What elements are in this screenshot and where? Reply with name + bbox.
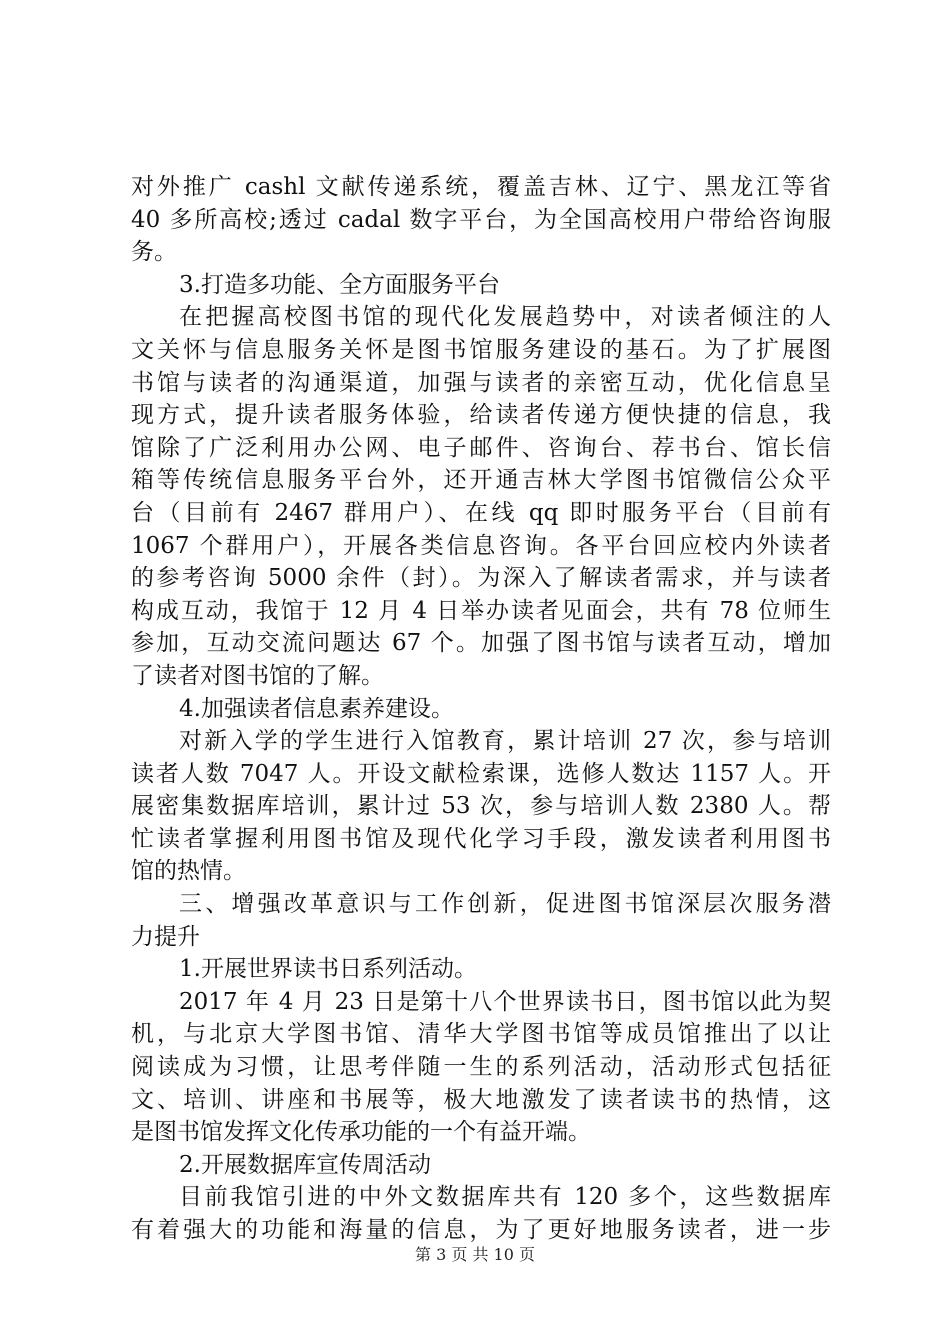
text-line: 40 多所高校;透过 cadal 数字平台，为全国高校用户带给咨询服 bbox=[131, 206, 831, 233]
text-line: 阅读成为习惯，让思考伴随一生的系列活动，活动形式包括征 bbox=[131, 1054, 831, 1081]
text-line: 馆除了广泛利用办公网、电子邮件、咨询台、荐书台、馆长信 bbox=[131, 434, 831, 461]
text-line: 有着强大的功能和海量的信息，为了更好地服务读者，进一步 bbox=[131, 1217, 831, 1243]
text-line: 1.开展世界读书日系列活动。 bbox=[179, 956, 477, 983]
text-line: 是图书馆发挥文化传承功能的一个有益开端。 bbox=[131, 1119, 591, 1146]
text-line: 文、培训、讲座和书展等，极大地激发了读者读书的热情，这 bbox=[131, 1086, 831, 1113]
text-line: 1067 个群用户），开展各类信息咨询。各平台回应校内外读者 bbox=[131, 532, 831, 559]
text-line: 目前我馆引进的中外文数据库共有 120 多个，这些数据库 bbox=[179, 1184, 831, 1211]
document-body bbox=[131, 171, 831, 1247]
text-line: 忙读者掌握利用图书馆及现代化学习手段，激发读者利用图书 bbox=[131, 825, 831, 852]
page-footer: 第 3 页 共 10 页 bbox=[415, 1245, 535, 1264]
text-line: 参加，互动交流问题达 67 个。加强了图书馆与读者互动，增加 bbox=[131, 630, 831, 657]
text-line: 了读者对图书馆的了解。 bbox=[131, 662, 384, 689]
text-line: 箱等传统信息服务平台外，还开通吉林大学图书馆微信公众平 bbox=[131, 467, 831, 494]
text-line: 现方式，提升读者服务体验，给读者传递方便快捷的信息，我 bbox=[131, 402, 831, 429]
text-line: 构成互动，我馆于 12 月 4 日举办读者见面会，共有 78 位师生 bbox=[131, 597, 831, 624]
text-line: 馆的热情。 bbox=[131, 858, 246, 885]
text-line: 力提升 bbox=[131, 923, 200, 950]
text-line: 读者人数 7047 人。开设文献检索课，选修人数达 1157 人。开 bbox=[131, 760, 831, 787]
text-line: 在把握高校图书馆的现代化发展趋势中，对读者倾注的人 bbox=[179, 304, 831, 331]
text-line: 对外推广 cashl 文献传递系统，覆盖吉林、辽宁、黑龙江等省 bbox=[131, 174, 831, 200]
text-line: 机，与北京大学图书馆、清华大学图书馆等成员馆推出了以让 bbox=[131, 1021, 831, 1048]
text-line: 展密集数据库培训，累计过 53 次，参与培训人数 2380 人。帮 bbox=[131, 793, 831, 820]
text-line: 书馆与读者的沟通渠道，加强与读者的亲密互动，优化信息呈 bbox=[131, 369, 831, 396]
text-line: 2017 年 4 月 23 日是第十八个世界读书日，图书馆以此为契 bbox=[179, 988, 831, 1015]
text-line: 文关怀与信息服务关怀是图书馆服务建设的基石。为了扩展图 bbox=[131, 336, 831, 363]
text-line: 台（目前有 2467 群用户）、在线 qq 即时服务平台（目前有 bbox=[131, 499, 831, 526]
text-line: 三、增强改革意识与工作创新，促进图书馆深层次服务潜 bbox=[179, 891, 831, 918]
text-line: 4.加强读者信息素养建设。 bbox=[179, 695, 454, 722]
text-line: 务。 bbox=[131, 239, 177, 266]
text-line: 对新入学的学生进行入馆教育，累计培训 27 次，参与培训 bbox=[179, 728, 831, 755]
text-line: 2.开展数据库宣传周活动 bbox=[179, 1151, 431, 1178]
text-line: 3.打造多功能、全方面服务平台 bbox=[179, 271, 500, 298]
text-line: 的参考咨询 5000 余件（封）。为深入了解读者需求，并与读者 bbox=[131, 565, 831, 592]
